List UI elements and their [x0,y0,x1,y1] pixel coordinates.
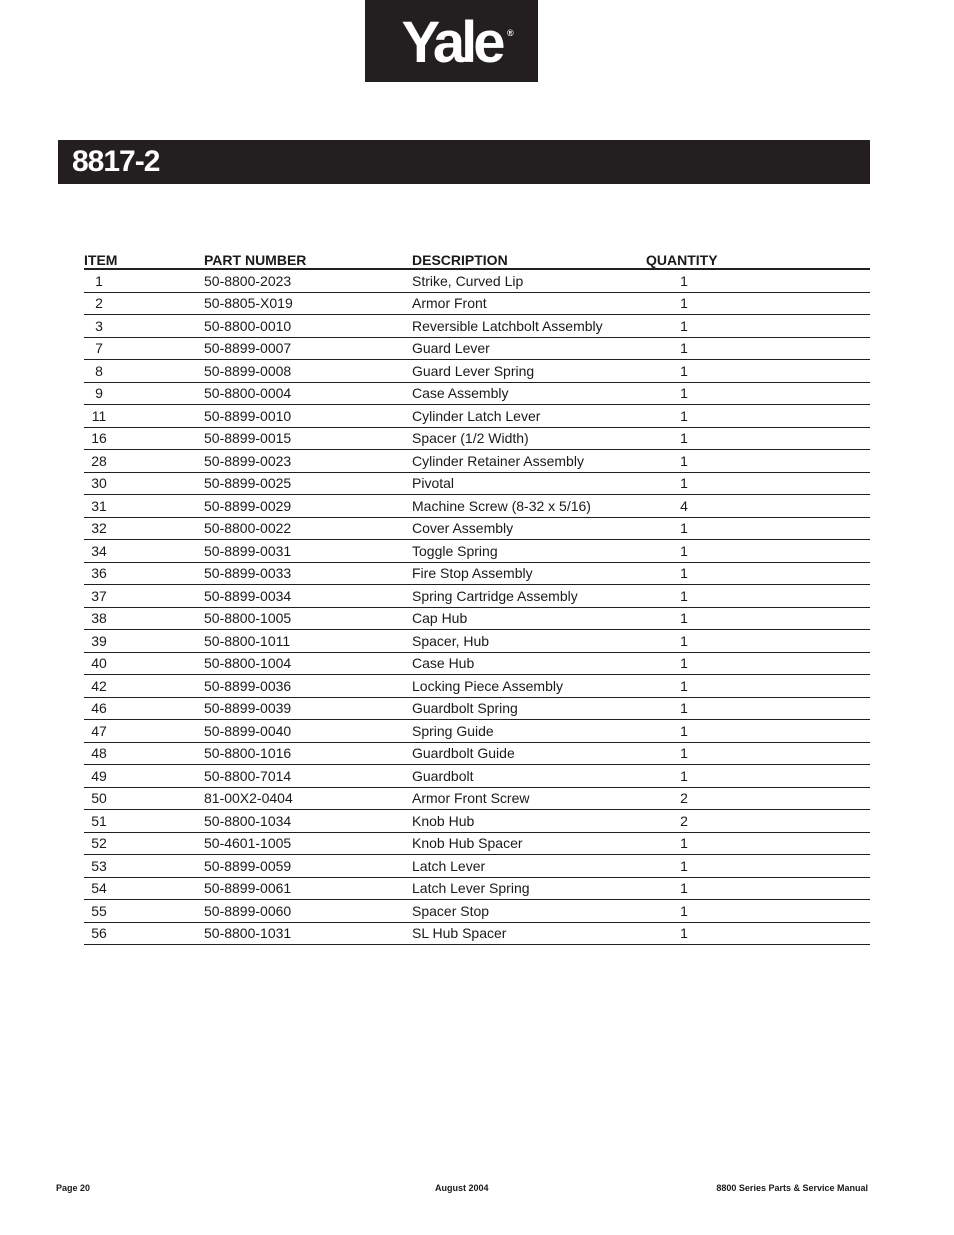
item-number: 42 [91,677,107,694]
cell-quantity [646,540,870,563]
cell-quantity [646,697,870,720]
quantity-value: 1 [680,745,688,762]
cell-part-number: 50-8800-1016 [204,742,412,765]
footer-page-number: Page 20 [56,1183,91,1193]
cell-description: Cylinder Latch Lever [412,405,646,428]
cell-description: Knob Hub Spacer [412,832,646,855]
cell-description: Toggle Spring [412,540,646,563]
cell-description: Machine Screw (8-32 x 5/16) [412,495,646,518]
quantity-value: 1 [680,385,688,402]
quantity-value: 1 [680,362,688,379]
item-number: 47 [91,722,107,739]
table-row [84,697,870,720]
cell-quantity [646,450,870,473]
cell-item [84,877,204,900]
table-row [84,607,870,630]
cell-item [84,517,204,540]
table-row [84,810,870,833]
cell-description: Armor Front Screw [412,787,646,810]
cell-part-number: 50-8899-0029 [204,495,412,518]
quantity-value: 1 [680,542,688,559]
cell-part-number: 50-8800-2023 [204,269,412,292]
parts-table-body [84,269,870,945]
cell-part-number: 50-8800-0010 [204,315,412,338]
cell-description: Knob Hub [412,810,646,833]
cell-description: Spring Cartridge Assembly [412,585,646,608]
quantity-value: 1 [680,925,688,942]
item-number: 53 [91,857,107,874]
cell-description: Locking Piece Assembly [412,675,646,698]
quantity-value: 4 [680,497,688,514]
cell-quantity [646,652,870,675]
cell-description: Armor Front [412,292,646,315]
cell-description: Guardbolt Guide [412,742,646,765]
quantity-value: 1 [680,835,688,852]
item-number: 34 [91,542,107,559]
table-row [84,922,870,945]
cell-description: Spring Guide [412,720,646,743]
item-number: 52 [91,835,107,852]
quantity-value: 1 [680,430,688,447]
cell-quantity [646,675,870,698]
table-row [84,832,870,855]
header-quantity: QUANTITY [646,248,870,269]
cell-description: Pivotal [412,472,646,495]
quantity-value: 1 [680,272,688,289]
table-row [84,855,870,878]
quantity-value: 1 [680,610,688,627]
cell-part-number: 50-8899-0023 [204,450,412,473]
table-row [84,269,870,292]
cell-item [84,472,204,495]
parts-table [84,248,870,945]
cell-item [84,675,204,698]
cell-part-number: 50-8899-0007 [204,337,412,360]
cell-item [84,292,204,315]
cell-description: Fire Stop Assembly [412,562,646,585]
footer-manual-title: 8800 Series Parts & Service Manual [716,1183,868,1193]
cell-quantity [646,742,870,765]
table-row [84,562,870,585]
table-header-row [84,248,870,269]
cell-part-number: 50-8899-0039 [204,697,412,720]
table-row [84,787,870,810]
cell-item [84,405,204,428]
item-number: 38 [91,610,107,627]
table-row [84,652,870,675]
cell-part-number: 50-8800-1034 [204,810,412,833]
cell-item [84,585,204,608]
item-number: 37 [91,587,107,604]
page-title: 8817-2 [72,145,160,178]
item-number: 48 [91,745,107,762]
quantity-value: 1 [680,880,688,897]
item-number: 56 [91,925,107,942]
cell-part-number: 50-8899-0061 [204,877,412,900]
quantity-value: 1 [680,295,688,312]
cell-item [84,630,204,653]
quantity-value: 1 [680,340,688,357]
quantity-value: 1 [680,902,688,919]
table-row [84,315,870,338]
cell-description: Latch Lever Spring [412,877,646,900]
cell-description: Strike, Curved Lip [412,269,646,292]
cell-part-number: 50-8805-X019 [204,292,412,315]
item-number: 9 [95,385,103,402]
quantity-value: 1 [680,317,688,334]
registered-mark: ® [507,28,514,38]
cell-description: SL Hub Spacer [412,922,646,945]
table-row [84,360,870,383]
table-row [84,292,870,315]
cell-description: Guard Lever [412,337,646,360]
cell-item [84,922,204,945]
table-row [84,720,870,743]
cell-description: Case Assembly [412,382,646,405]
quantity-value: 2 [680,790,688,807]
quantity-value: 1 [680,677,688,694]
cell-item [84,855,204,878]
cell-item [84,742,204,765]
header-part-number: PART NUMBER [204,248,412,269]
cell-item [84,269,204,292]
table-row [84,382,870,405]
cell-quantity [646,562,870,585]
cell-part-number: 50-8899-0031 [204,540,412,563]
cell-quantity [646,877,870,900]
cell-part-number: 50-8800-1011 [204,630,412,653]
cell-part-number: 50-8899-0059 [204,855,412,878]
cell-quantity [646,292,870,315]
quantity-value: 1 [680,452,688,469]
cell-description: Spacer (1/2 Width) [412,427,646,450]
quantity-value: 1 [680,407,688,424]
item-number: 32 [91,520,107,537]
item-number: 11 [91,407,107,424]
cell-quantity [646,337,870,360]
cell-part-number: 50-8899-0010 [204,405,412,428]
quantity-value: 1 [680,767,688,784]
cell-item [84,427,204,450]
quantity-value: 1 [680,857,688,874]
cell-item [84,495,204,518]
quantity-value: 1 [680,587,688,604]
cell-item [84,810,204,833]
quantity-value: 1 [680,722,688,739]
cell-part-number: 50-8899-0034 [204,585,412,608]
quantity-value: 1 [680,700,688,717]
cell-quantity [646,765,870,788]
cell-quantity [646,787,870,810]
item-number: 50 [91,790,107,807]
cell-part-number: 50-8899-0036 [204,675,412,698]
cell-description: Cylinder Retainer Assembly [412,450,646,473]
cell-description: Case Hub [412,652,646,675]
cell-description: Cap Hub [412,607,646,630]
item-number: 39 [91,632,107,649]
table-row [84,337,870,360]
table-row [84,540,870,563]
item-number: 55 [91,902,107,919]
logo-wordmark: Yale [401,10,502,75]
table-row [84,450,870,473]
table-row [84,900,870,923]
cell-quantity [646,382,870,405]
cell-item [84,337,204,360]
item-number: 36 [91,565,107,582]
cell-item [84,450,204,473]
item-number: 8 [95,362,103,379]
cell-quantity [646,405,870,428]
cell-description: Guardbolt [412,765,646,788]
quantity-value: 1 [680,655,688,672]
cell-item [84,360,204,383]
footer-date: August 2004 [435,1183,489,1193]
item-number: 3 [95,317,103,334]
cell-item [84,787,204,810]
cell-part-number: 50-8800-0004 [204,382,412,405]
cell-part-number: 50-8800-1031 [204,922,412,945]
quantity-value: 1 [680,520,688,537]
cell-quantity [646,900,870,923]
cell-quantity [646,832,870,855]
cell-description: Guard Lever Spring [412,360,646,383]
item-number: 49 [91,767,107,784]
cell-quantity [646,810,870,833]
cell-part-number: 50-8899-0033 [204,562,412,585]
cell-description: Latch Lever [412,855,646,878]
cell-part-number: 50-8899-0008 [204,360,412,383]
cell-item [84,765,204,788]
cell-description: Cover Assembly [412,517,646,540]
cell-quantity [646,427,870,450]
cell-description: Spacer Stop [412,900,646,923]
cell-part-number: 50-8899-0015 [204,427,412,450]
cell-part-number: 50-8800-7014 [204,765,412,788]
cell-item [84,652,204,675]
cell-quantity [646,517,870,540]
table-row [84,427,870,450]
cell-part-number: 50-8800-0022 [204,517,412,540]
cell-quantity [646,720,870,743]
cell-item [84,562,204,585]
item-number: 1 [95,272,103,289]
table-row [84,877,870,900]
header-item: ITEM [84,248,204,269]
cell-quantity [646,472,870,495]
table-row [84,675,870,698]
item-number: 40 [91,655,107,672]
cell-item [84,720,204,743]
table-row [84,630,870,653]
cell-quantity [646,495,870,518]
header-description: DESCRIPTION [412,248,646,269]
table-row [84,742,870,765]
quantity-value: 1 [680,475,688,492]
cell-quantity [646,855,870,878]
item-number: 46 [91,700,107,717]
cell-description: Guardbolt Spring [412,697,646,720]
cell-quantity [646,630,870,653]
item-number: 28 [91,452,107,469]
cell-quantity [646,607,870,630]
cell-item [84,832,204,855]
cell-item [84,900,204,923]
cell-part-number: 50-8899-0060 [204,900,412,923]
item-number: 30 [91,475,107,492]
item-number: 31 [91,497,107,514]
cell-quantity [646,360,870,383]
table-row [84,765,870,788]
cell-description: Reversible Latchbolt Assembly [412,315,646,338]
cell-part-number: 50-8800-1004 [204,652,412,675]
cell-part-number: 50-8800-1005 [204,607,412,630]
cell-part-number: 50-8899-0040 [204,720,412,743]
cell-part-number: 50-8899-0025 [204,472,412,495]
yale-logo [365,0,538,82]
item-number: 51 [91,812,107,829]
cell-item [84,540,204,563]
item-number: 54 [91,880,107,897]
item-number: 16 [91,430,107,447]
cell-item [84,382,204,405]
cell-quantity [646,585,870,608]
table-row [84,517,870,540]
item-number: 7 [95,340,103,357]
table-row [84,472,870,495]
title-bar [58,140,870,184]
cell-part-number: 81-00X2-0404 [204,787,412,810]
cell-item [84,607,204,630]
quantity-value: 1 [680,565,688,582]
quantity-value: 2 [680,812,688,829]
cell-item [84,315,204,338]
table-row [84,585,870,608]
cell-description: Spacer, Hub [412,630,646,653]
table-row [84,495,870,518]
item-number: 2 [95,295,103,312]
cell-item [84,697,204,720]
quantity-value: 1 [680,632,688,649]
cell-quantity [646,922,870,945]
table-row [84,405,870,428]
cell-quantity [646,269,870,292]
cell-quantity [646,315,870,338]
cell-part-number: 50-4601-1005 [204,832,412,855]
